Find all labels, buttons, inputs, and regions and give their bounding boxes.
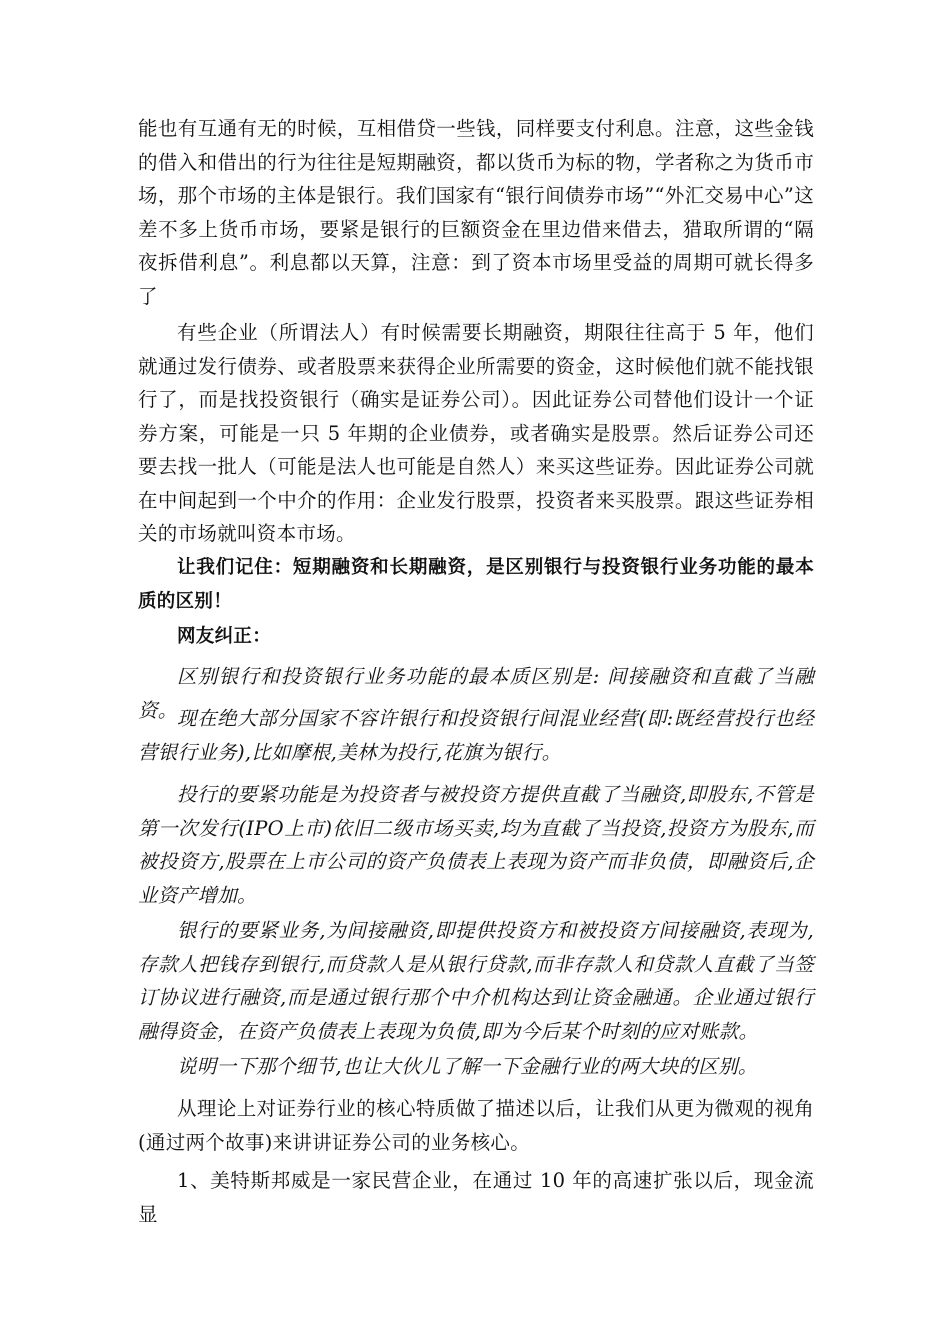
paragraph-netizen-correction-heading: 网友纠正： (177, 626, 272, 647)
paragraph-key-distinction: 让我们记住：短期融资和长期融资，是区别银行与投资银行业务功能的最本质的区别！ (138, 557, 814, 612)
paragraph-explanation: 说明一下那个细节,也让大伙儿了解一下金融行业的两大块的区别。 (177, 1055, 758, 1078)
paragraph-correction-summary: 区别银行和投资银行业务功能的最本质区别是: 间接融资和直截了当融资。 (138, 665, 814, 722)
paragraph-investment-bank-function: 投行的要紧功能是为投资者与被投资方提供直截了当融资,即股东,不管是第一次发行(IPO上市)依旧二级市场买卖,均为直截了当投资,投资方为股东,而被投资方,股票在上市公司的资产负债表上表现为资产而非负债，即融资后,企业资产增加。 (138, 783, 814, 907)
paragraph-bank-function: 银行的要紧业务,为间接融资,即提供投资方和被投资方间接融资,表现为,存款人把钱存到银行,而贷款人是从银行贷款,而非存款人和贷款人直截了当签订协议进行融资,而是通过银行那个中介机构达到让资金融通。企业通过银行融得资金，在资产负债表上表现为负债,即为今后某个时刻的应对账款。 (138, 919, 814, 1043)
paragraph-money-market: 能也有互通有无的时候，互相借贷一些钱，同样要支付利息。注意，这些金钱的借入和借出的行为往往是短期融资，都以货币为标的物，学者称之为货币市场，那个市场的主体是银行。我们国家有“银行间债券市场”“外汇交易中心”这差不多上货币市场，要紧是银行的巨额资金在里边借来借去，猎取所谓的“隔夜拆借利息”。利息都以天算，注意：到了资本市场里受益的周期可就长得多了 (138, 117, 814, 308)
paragraph-capital-market: 有些企业（所谓法人）有时候需要长期融资，期限往往高于 5 年，他们就通过发行债券、或者股票来获得企业所需要的资金，这时候他们就不能找银行了，而是找投资银行（确实是证券公司）。因此证券公司替他们设计一个证券方案，可能是一只 5 年期的企业债券，或者确实是股票。然后证券公司还要去找一批人（可能是法人也可能是自然人）来买这些证券。因此证券公司就在中间起到一个中介的作用：企业发行股票，投资者来买股票。跟这些证券相关的市场就叫资本市场。 (138, 321, 814, 545)
paragraph-transition: 从理论上对证券行业的核心特质做了描述以后，让我们从更为微观的视角(通过两个故事)来讲讲证券公司的业务核心。 (138, 1097, 814, 1154)
paragraph-metersbonwe-story: 1、美特斯邦威是一家民营企业，在通过 10 年的高速扩张以后，现金流显 (138, 1169, 814, 1226)
paragraph-mixed-operation: 现在绝大部分国家不容许银行和投资银行间混业经营(即:既经营投行也经营银行业务),比如摩根,美林为投行,花旗为银行。 (138, 707, 814, 764)
